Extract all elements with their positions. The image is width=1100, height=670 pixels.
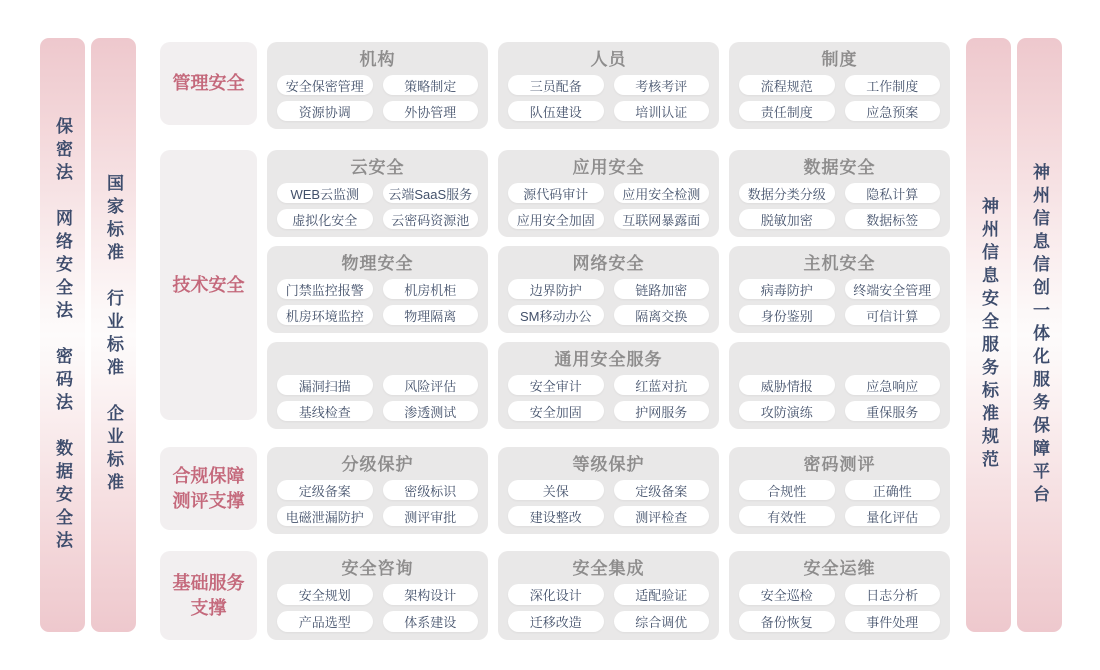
service-pill: 队伍建设 [508,101,604,121]
pill-grid [277,75,478,121]
group-panel [729,342,950,429]
service-pill: 工作制度 [845,75,941,95]
service-pill: 终端安全管理 [845,279,941,299]
group-title: 主机安全 [803,254,876,273]
service-pill: 备份恢复 [739,611,835,632]
standards-bar [91,38,136,632]
band [267,150,950,237]
row-label-basic-services [160,551,257,640]
pill-grid [277,584,478,632]
service-pill: 红蓝对抗 [614,375,710,395]
service-pill: 门禁监控报警 [277,279,373,299]
group-title: 网络安全 [572,254,645,273]
band [267,342,950,429]
band [267,42,950,129]
service-pill: 深化设计 [508,584,604,605]
row-management-security [160,42,950,125]
service-pill: 安全保密管理 [277,75,373,95]
group-panel [498,42,719,129]
group-panel [498,342,719,429]
service-pill: 安全加固 [508,401,604,421]
group-title: 分级保护 [341,455,414,474]
service-pill: 云端SaaS服务 [383,183,479,203]
service-pill: 产品选型 [277,611,373,632]
group-title: 安全运维 [803,559,876,578]
pill-grid [739,183,940,229]
service-pill: 资源协调 [277,101,373,121]
pill-grid [508,480,709,526]
service-pill: 身份鉴别 [739,305,835,325]
service-pill: 建设整改 [508,506,604,526]
service-pill: 重保服务 [845,401,941,421]
pill-grid [739,584,940,632]
service-pill: 机房机柜 [383,279,479,299]
service-pill: 培训认证 [614,101,710,121]
service-pill: 外协管理 [383,101,479,121]
row-label-line: 技术安全 [172,274,245,295]
service-pill: 攻防演练 [739,401,835,421]
row-label-line: 支撑 [190,597,227,618]
group-panel [498,551,719,640]
service-pill: 综合调优 [614,611,710,632]
row-bands [267,150,950,420]
service-pill: 互联网暴露面 [614,209,710,229]
service-pill: 考核考评 [614,75,710,95]
pill-grid [739,375,940,421]
service-pill: 数据分类分级 [739,183,835,203]
row-label-technical-security [160,150,257,420]
row-label-line: 管理安全 [172,73,245,94]
service-pill: 适配验证 [614,584,710,605]
service-pill: 电磁泄漏防护 [277,506,373,526]
service-pill: 安全规划 [277,584,373,605]
service-pill: 责任制度 [739,101,835,121]
service-pill: 定级备案 [614,480,710,500]
pill-grid [277,375,478,421]
service-pill: 渗透测试 [383,401,479,421]
service-pill: 隐私计算 [845,183,941,203]
pill-grid [508,584,709,632]
pill-grid [508,279,709,325]
group-panel [498,150,719,237]
row-label-line: 测评支撑 [172,490,245,511]
row-bands [267,551,950,640]
law-bar-label: 保密法 网络安全法 密码法 数据安全法 [53,116,72,554]
service-pill: 架构设计 [383,584,479,605]
group-title: 制度 [821,50,858,69]
group-panel [267,342,488,429]
service-pill: 应用安全加固 [508,209,604,229]
service-pill: 安全巡检 [739,584,835,605]
group-title [277,348,478,372]
service-matrix [160,0,950,670]
service-pill: 物理隔离 [383,305,479,325]
service-pill: 可信计算 [845,305,941,325]
group-panel [498,447,719,534]
service-pill: 关保 [508,480,604,500]
group-title: 安全集成 [572,559,645,578]
group-panel [267,447,488,534]
service-pill: 病毒防护 [739,279,835,299]
service-pill: 密级标识 [383,480,479,500]
row-technical-security [160,150,950,420]
pill-grid [508,375,709,421]
group-panel [267,551,488,640]
service-pill: 测评检查 [614,506,710,526]
service-pill: 迁移改造 [508,611,604,632]
group-panel [267,150,488,237]
row-label-line: 基础服务 [172,573,245,594]
service-pill: 应用安全检测 [614,183,710,203]
service-pill: 安全审计 [508,375,604,395]
pill-grid [508,75,709,121]
group-title: 数据安全 [803,158,876,177]
pill-grid [277,279,478,325]
group-panel [729,447,950,534]
row-bands [267,447,950,530]
row-label-compliance-support [160,447,257,530]
service-pill: 链路加密 [614,279,710,299]
group-panel [729,150,950,237]
group-title: 应用安全 [572,158,645,177]
service-pill: WEB云监测 [277,183,373,203]
group-title: 安全咨询 [341,559,414,578]
service-pill: 定级备案 [277,480,373,500]
platform-bar [1017,38,1062,632]
group-title: 密码测评 [803,455,876,474]
band [267,447,950,534]
service-pill: 风险评估 [383,375,479,395]
platform-bar-label: 神州信息信创一体化服务保障平台 [1030,162,1049,508]
row-compliance-support [160,447,950,530]
row-label-line: 合规保障 [172,466,245,487]
service-standard-bar-label: 神州信息安全服务标准规范 [979,197,998,473]
service-pill: SM移动办公 [508,305,604,325]
service-pill: 边界防护 [508,279,604,299]
service-pill: 脱敏加密 [739,209,835,229]
row-label-management-security [160,42,257,125]
group-panel [729,246,950,333]
row-bands [267,42,950,125]
group-panel [729,551,950,640]
band [267,551,950,640]
service-pill: 日志分析 [845,584,941,605]
service-pill: 策略制定 [383,75,479,95]
group-panel [267,42,488,129]
service-pill: 合规性 [739,480,835,500]
service-pill: 基线检查 [277,401,373,421]
service-pill: 有效性 [739,506,835,526]
group-title [739,348,940,372]
service-pill: 源代码审计 [508,183,604,203]
service-pill: 量化评估 [845,506,941,526]
service-pill: 测评审批 [383,506,479,526]
service-pill: 数据标签 [845,209,941,229]
pill-grid [277,183,478,229]
group-panel [498,246,719,333]
service-pill: 威胁情报 [739,375,835,395]
group-panel [729,42,950,129]
group-title: 通用安全服务 [554,350,663,369]
service-pill: 正确性 [845,480,941,500]
group-title: 人员 [590,50,627,69]
service-pill: 机房环境监控 [277,305,373,325]
service-pill: 护网服务 [614,401,710,421]
group-title: 等级保护 [572,455,645,474]
service-pill: 三员配备 [508,75,604,95]
service-pill: 虚拟化安全 [277,209,373,229]
service-pill: 体系建设 [383,611,479,632]
pill-grid [277,480,478,526]
law-bar [40,38,85,632]
standards-bar-label: 国家标准 行业标准 企业标准 [104,174,123,496]
pill-grid [739,75,940,121]
service-pill: 应急响应 [845,375,941,395]
service-pill: 漏洞扫描 [277,375,373,395]
service-pill: 事件处理 [845,611,941,632]
pill-grid [739,480,940,526]
group-title: 机构 [359,50,396,69]
pill-grid [739,279,940,325]
service-standard-bar [966,38,1011,632]
pill-grid [508,183,709,229]
service-pill: 应急预案 [845,101,941,121]
group-title: 云安全 [350,158,405,177]
band [267,246,950,333]
service-pill: 隔离交换 [614,305,710,325]
row-basic-services [160,551,950,640]
group-panel [267,246,488,333]
service-pill: 云密码资源池 [383,209,479,229]
service-pill: 流程规范 [739,75,835,95]
group-title: 物理安全 [341,254,414,273]
